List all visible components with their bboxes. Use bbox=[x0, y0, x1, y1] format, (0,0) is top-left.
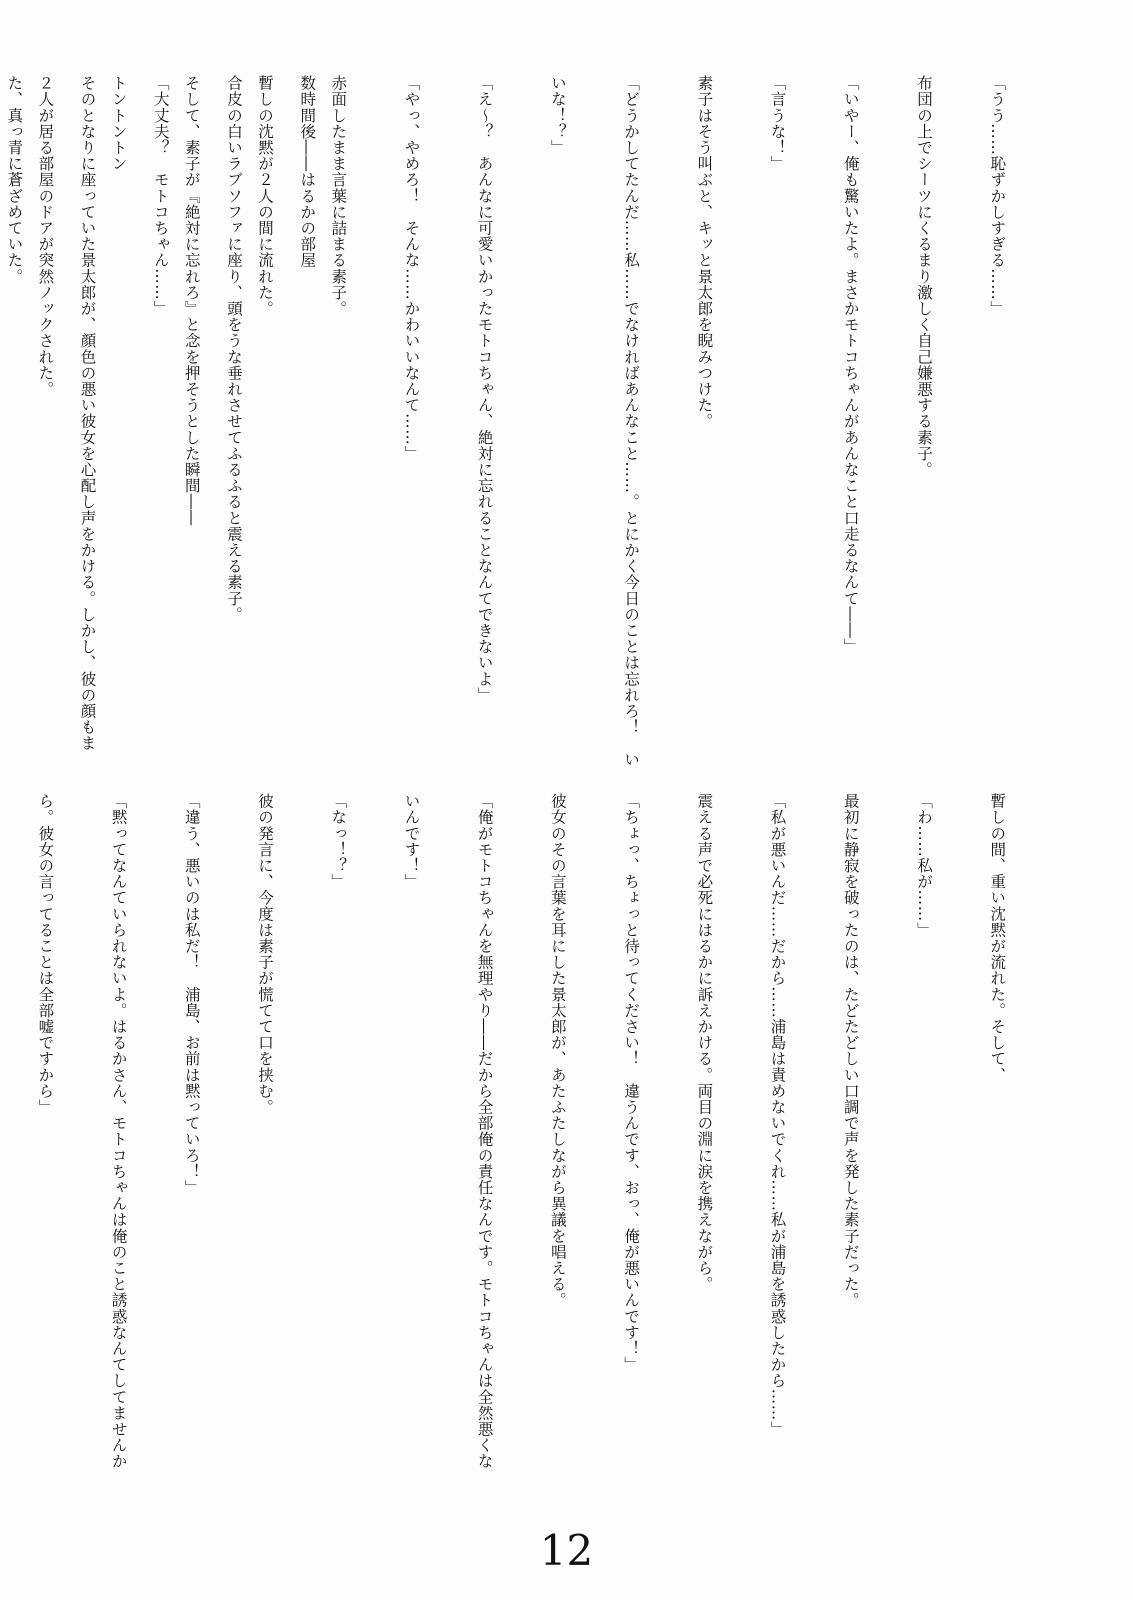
text-line: 「黙ってなんていられないよ。はるかさん、モトコちゃんは俺のこと誘惑なんてしてませんか bbox=[109, 793, 128, 1470]
text-line: 「いやー、俺も驚いたよ。まさかモトコちゃんがあんなこと口走るなんて――」 bbox=[841, 75, 860, 655]
text-line: 暫しの間、重い沈黙が流れた。そして、 bbox=[988, 793, 1007, 1083]
text-line: 震える声で必死にはるかに訴えかける。両目の淵に涙を携えながら。 bbox=[695, 793, 714, 1293]
text-line: 「やっ、やめろ！ そんな……かわいいなんて……」 bbox=[402, 75, 421, 462]
text-line: 最初に静寂を破ったのは、たどたどしい口調で声を発した素子だった。 bbox=[841, 793, 860, 1309]
text-line: 「なっ！？」 bbox=[329, 793, 348, 890]
text-line: いんです！」 bbox=[402, 793, 421, 890]
text-line: トントントン bbox=[109, 75, 128, 172]
text-line: 彼女のその言葉を耳にした景太郎が、あたふたしながら異議を唱える。 bbox=[548, 793, 567, 1309]
text-line: 彼の発言に、今度は素子が慌てて口を挟む。 bbox=[256, 793, 274, 1115]
text-line: 「大丈夫？ モトコちゃん……」 bbox=[151, 75, 170, 317]
text-line: 「私が悪いんだ……だから……浦島は責めないでくれ……私が浦島を誘惑したから……」 bbox=[768, 793, 787, 1437]
text-line: 「どうかしてたんだ……私……でなければあんなこと……。とにかく今日のことは忘れろ！ い bbox=[622, 75, 641, 768]
text-line: 「違う、悪いのは私だ！ 浦島、お前は黙っていろ！」 bbox=[182, 793, 201, 1196]
text-line: そして、素子が『絶対に忘れろ』と念を押そうとした瞬間―― bbox=[182, 75, 201, 526]
text-line: 「わ……私が……」 bbox=[914, 793, 933, 938]
text-line: ２人が居る部屋のドアが突然ノックされた。 bbox=[36, 75, 55, 397]
text-line: 「うう……恥ずかしすぎる……」 bbox=[988, 75, 1007, 317]
page-number: 12 bbox=[539, 1526, 594, 1575]
text-line: 赤面したまま言葉に詰まる素子。 bbox=[329, 75, 348, 317]
text-line: 「俺がモトコちゃんを無理やり――だから全部俺の責任なんです。モトコちゃんは全然悪くな bbox=[475, 793, 494, 1470]
text-line: 暫しの沈黙が２人の間に流れた。 bbox=[256, 75, 274, 317]
text-block-lower bbox=[36, 793, 1058, 1473]
text-line: 「言うな！」 bbox=[768, 75, 787, 172]
text-line: 数時間後――はるかの部屋 bbox=[298, 75, 317, 269]
text-line: いな！？」 bbox=[548, 75, 567, 156]
text-line: 「え～？ あんなに可愛いかったモトコちゃん、絶対に忘れることなんてできないよ」 bbox=[475, 75, 494, 703]
text-line: 「ちょっ、ちょっと待ってください！ 違うんです、おっ、俺が悪いんです！」 bbox=[622, 793, 641, 1373]
text-line: 合皮の白いラブソファに座り、頭をうな垂れさせてふるふると震える素子。 bbox=[224, 75, 243, 623]
text-line: そのとなりに座っていた景太郎が、顔色の悪い彼女を心配し声をかける。しかし、彼の顔もま bbox=[78, 75, 97, 752]
text-line: 素子はそう叫ぶと、キッと景太郎を睨みつけた。 bbox=[695, 75, 714, 430]
text-line: た、真っ青に蒼ざめていた。 bbox=[5, 75, 24, 285]
text-line: ら。彼女の言ってることは全部嘘ですから」 bbox=[36, 793, 55, 1115]
text-line: 布団の上でシーツにくるまり激しく自己嫌悪する素子。 bbox=[914, 75, 933, 478]
